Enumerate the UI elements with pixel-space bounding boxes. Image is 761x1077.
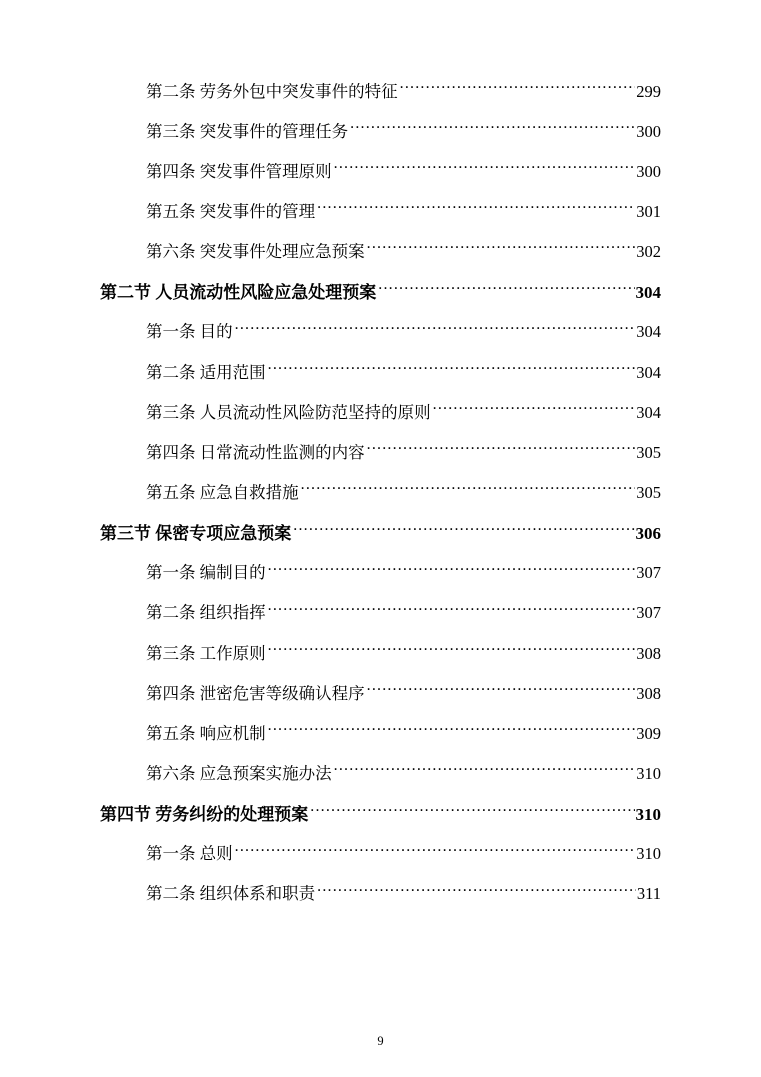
toc-entry[interactable] [100,361,661,383]
toc-entry[interactable] [100,241,661,263]
toc-entry-title: 第五条 应急自救措施 [146,482,299,502]
toc-entry-title: 第三条 工作原则 [146,643,266,663]
toc-entry-page-number: 310 [635,804,661,824]
toc-entry-page-number: 305 [636,482,661,502]
toc-entry[interactable] [100,562,661,584]
toc-entry[interactable] [100,281,661,303]
toc-entry-page-number: 308 [636,683,661,703]
toc-leader-dots [378,281,634,298]
toc-entry-page-number: 306 [635,523,661,543]
toc-leader-dots [301,481,636,498]
toc-entry-title: 第一条 总则 [146,844,233,864]
toc-leader-dots [268,722,636,739]
toc-entry[interactable] [100,120,661,142]
toc-leader-dots [268,602,636,619]
toc-entry[interactable] [100,642,661,664]
toc-entry-title: 第一条 编制目的 [146,563,266,583]
toc-entry-page-number: 300 [636,121,661,141]
toc-leader-dots [334,762,636,779]
toc-entry-page-number: 304 [636,402,661,422]
toc-entry-title: 第四条 日常流动性监测的内容 [146,442,365,462]
toc-entry-page-number: 304 [635,282,661,302]
toc-entry-page-number: 309 [636,723,661,743]
toc-leader-dots [268,562,636,579]
toc-entry-page-number: 299 [636,81,661,101]
toc-entry-title: 第六条 突发事件处理应急预案 [146,242,365,261]
toc-leader-dots [293,522,634,539]
toc-leader-dots [433,401,636,418]
toc-entry-title: 第二条 适用范围 [146,362,266,382]
toc-entry-title: 第二条 组织体系和职责 [146,884,316,904]
toc-entry-title: 第五条 响应机制 [146,723,266,743]
toc-entry-title: 第六条 应急预案实施办法 [146,763,332,783]
toc-leader-dots [268,642,636,659]
toc-entry-title: 第五条 突发事件的管理 [146,201,316,221]
toc-entry-title: 第三条 突发事件的管理任务 [146,121,349,141]
toc-entry[interactable] [100,80,661,102]
toc-leader-dots [367,241,636,258]
toc-entry-page-number: 304 [636,362,661,382]
toc-entry[interactable] [100,522,661,544]
toc-entry[interactable] [100,200,661,222]
toc-entry[interactable] [100,803,661,825]
toc-leader-dots [350,120,635,137]
toc-entry-title: 第二条 组织指挥 [146,603,266,623]
toc-entry[interactable] [100,160,661,182]
toc-entry[interactable] [100,481,661,503]
toc-entry[interactable] [100,441,661,463]
toc-leader-dots [235,843,636,860]
toc-entry-page-number: 311 [636,884,661,904]
toc-entry-page-number: 310 [636,844,661,864]
toc-entry-title: 第二节 人员流动性风险应急处理预案 [100,282,377,302]
toc-entry-title: 第三节 保密专项应急预案 [100,523,292,543]
toc-entry-title: 第四条 突发事件管理原则 [146,161,332,181]
toc-entry-title: 第三条 人员流动性风险防范坚持的原则 [146,402,431,422]
toc-leader-dots [400,80,636,97]
table-of-contents [100,80,661,905]
toc-entry[interactable] [100,321,661,343]
toc-entry-page-number: 302 [636,242,661,261]
toc-leader-dots [367,682,636,699]
toc-entry-page-number: 307 [636,603,661,623]
toc-leader-dots [268,361,636,378]
toc-entry[interactable] [100,602,661,624]
toc-entry-page-number: 307 [636,563,661,583]
toc-entry-page-number: 308 [636,643,661,663]
toc-leader-dots [334,160,636,177]
toc-entry-title: 第一条 目的 [146,322,233,342]
toc-entry-page-number: 305 [636,442,661,462]
toc-entry[interactable] [100,401,661,423]
toc-entry-title: 第四节 劳务纠纷的处理预案 [100,804,309,824]
toc-leader-dots [235,321,636,338]
toc-entry-title: 第二条 劳务外包中突发事件的特征 [146,81,398,101]
toc-leader-dots [310,803,634,820]
toc-entry[interactable] [100,722,661,744]
toc-entry-page-number: 310 [636,763,661,783]
toc-entry[interactable] [100,762,661,784]
page-number-footer: 9 [377,1034,384,1048]
toc-entry-page-number: 300 [636,161,661,181]
toc-entry[interactable] [100,682,661,704]
toc-leader-dots [317,200,635,217]
toc-entry-page-number: 304 [636,322,661,342]
toc-entry[interactable] [100,843,661,865]
toc-entry-page-number: 301 [636,201,661,221]
toc-leader-dots [317,883,636,900]
toc-leader-dots [367,441,636,458]
toc-entry-title: 第四条 泄密危害等级确认程序 [146,683,365,703]
toc-entry[interactable] [100,883,661,905]
